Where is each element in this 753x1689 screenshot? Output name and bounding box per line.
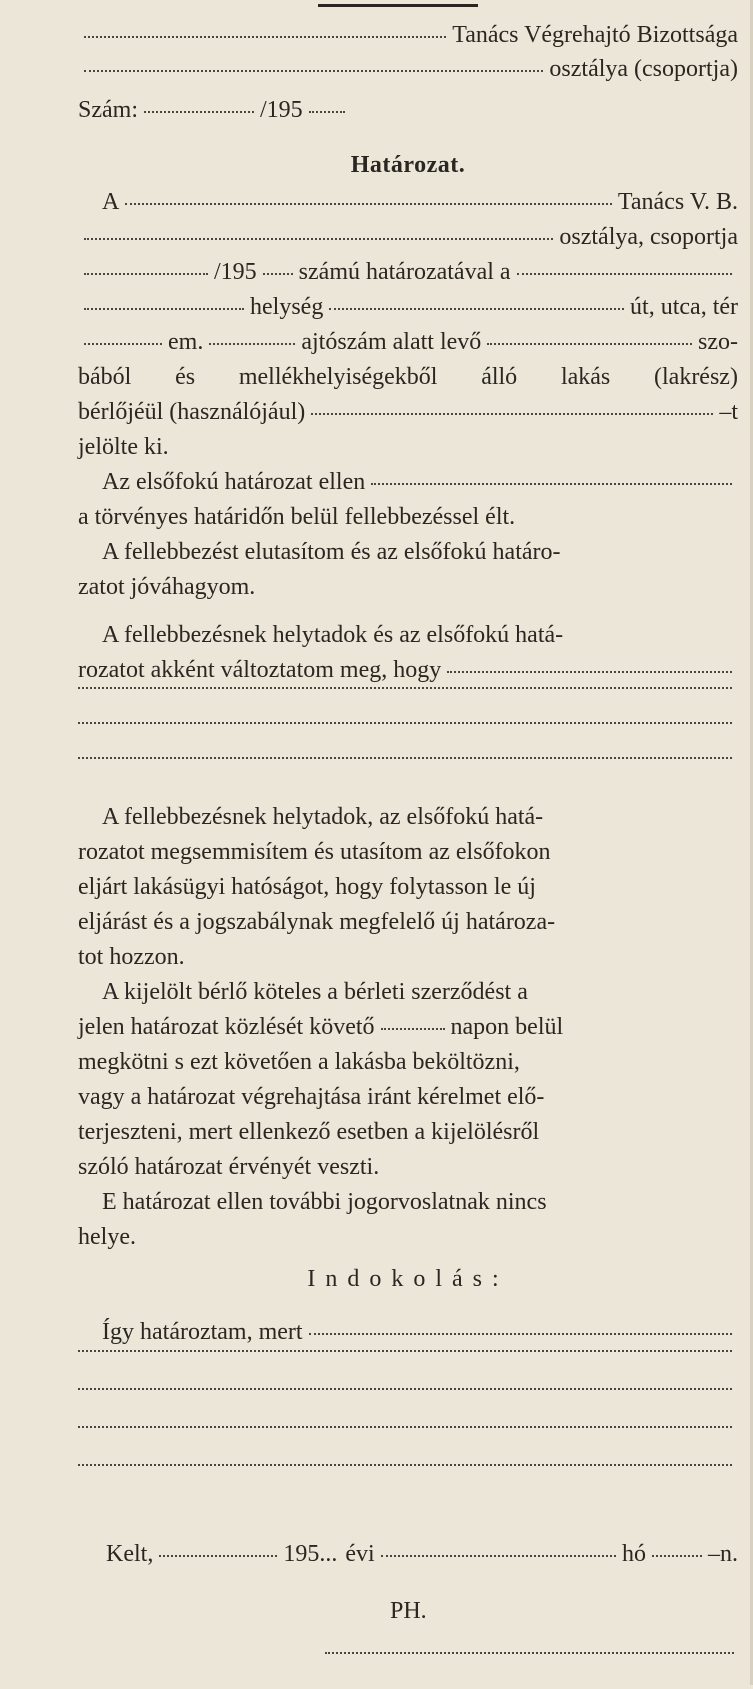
p1-line-7 (78, 395, 738, 429)
blank-council[interactable] (125, 202, 612, 205)
blank-department[interactable] (84, 237, 553, 240)
stamp-line (390, 1594, 450, 1628)
p1-szo: szo- (698, 329, 738, 355)
blank-modification[interactable] (447, 670, 732, 673)
kelt-label: Kelt, (106, 1541, 154, 1567)
blank-line[interactable] (78, 1387, 732, 1390)
p2-text: Az elsőfokú határozat ellen (102, 469, 366, 495)
blank-reference-year[interactable] (309, 110, 345, 113)
blank-room-count[interactable] (487, 342, 692, 345)
p2-text: a törvényes határidőn belül fellebbezéssel élt. (78, 504, 516, 530)
p6-line-3 (78, 1045, 738, 1079)
blank-line[interactable] (78, 756, 732, 759)
justification-blank-2 (78, 1391, 738, 1425)
p1-word: és (175, 364, 196, 390)
p5-line-1 (78, 800, 738, 834)
justification-blank-1 (78, 1353, 738, 1387)
p1-line-3 (78, 255, 738, 289)
justification-line-1 (78, 1315, 738, 1349)
date-year: 195... (283, 1541, 338, 1567)
blank-line[interactable] (78, 1463, 732, 1466)
p7-text: helye. (78, 1224, 136, 1250)
p6-text: jelen határozat közlését követő (78, 1014, 375, 1040)
justification-blank-4 (78, 1467, 738, 1501)
blank-decision-year[interactable] (263, 272, 293, 275)
p1-line-4 (78, 290, 738, 324)
p1-year: /195 (214, 259, 257, 285)
blank-decision-number[interactable] (84, 272, 208, 275)
p1-word: álló (481, 364, 518, 390)
p1-word: lakás (560, 364, 611, 390)
p4-blank-line-3 (78, 760, 738, 794)
szam-label: Szám: (78, 97, 138, 123)
blank-floor[interactable] (84, 342, 162, 345)
header-department: osztálya (csoportja) (549, 56, 738, 82)
p6-text: szóló határozat érvényét veszti. (78, 1154, 380, 1180)
p5-text: eljárt lakásügyi hatóságot, hogy folytasson le új (78, 874, 536, 900)
p1-jelolte: jelölte ki. (78, 434, 169, 460)
p1-ut: út, utca, tér (630, 294, 738, 320)
header-line-1 (78, 18, 738, 52)
blank-reason[interactable] (309, 1332, 732, 1335)
p3-text: A fellebbezést elutasítom és az elsőfokú határo- (102, 539, 561, 565)
p3-line-2 (78, 570, 738, 604)
p1-line-1 (78, 185, 738, 219)
p1-line-6 (78, 360, 738, 394)
p1-osztalya: osztálya, csoportja (559, 224, 738, 250)
p6-line-4 (78, 1080, 738, 1114)
p1-word: bából (78, 364, 132, 390)
blank-days[interactable] (381, 1027, 445, 1030)
header-executive-committee: Tanács Végrehajtó Bizottsága (452, 22, 738, 48)
p2-line-1 (78, 465, 738, 499)
p5-text: eljárást és a jogszabálynak megfelelő új határoza- (78, 909, 556, 935)
p1-tanacs: Tanács V. B. (617, 189, 738, 215)
p1-word: mellékhelyiségekből (238, 364, 438, 390)
p1-word: (lakrész) (654, 364, 738, 390)
blank-door-number[interactable] (209, 342, 295, 345)
n-suffix: –n. (708, 1541, 738, 1567)
p1-ajtoszam: ajtószám alatt levő (301, 329, 482, 355)
date-line (78, 1537, 738, 1571)
p6-text: vagy a határozat végrehajtása iránt kérelmet elő- (78, 1084, 545, 1110)
blank-reference-number[interactable] (144, 110, 254, 113)
p1-szamu: számú határozatával a (298, 259, 511, 285)
p2-line-2 (78, 500, 738, 534)
blank-line[interactable] (78, 686, 732, 689)
p1-line-8 (78, 430, 738, 464)
justification-heading-line (78, 1262, 738, 1296)
blank-tenant-name[interactable] (311, 412, 713, 415)
p6-line-1 (78, 975, 738, 1009)
p4-line-1 (78, 618, 738, 652)
p6-line-2 (78, 1010, 738, 1044)
p7-line-1 (78, 1185, 738, 1219)
p1-t-suffix: –t (719, 399, 738, 425)
blank-line[interactable] (78, 1349, 732, 1352)
szam-year: /195 (260, 97, 303, 123)
justification-heading: Indokolás: (307, 1266, 509, 1292)
blank-day[interactable] (652, 1554, 702, 1557)
top-rule (318, 4, 478, 7)
p1-line-5 (78, 325, 738, 359)
p5-line-5 (78, 940, 738, 974)
p5-text: tot hozzon. (78, 944, 185, 970)
p1-line-2 (78, 220, 738, 254)
p4-blank-line-1 (78, 690, 738, 724)
p5-text: rozatot megsemmisítem és utasítom az elsőfokon (78, 839, 551, 865)
p1-helyseg: helység (250, 294, 324, 320)
p6-text: terjeszteni, mert ellenkező esetben a kijelölésről (78, 1119, 540, 1145)
p4-blank-line-2 (78, 725, 738, 759)
blank-street[interactable] (329, 307, 624, 310)
ho-label: hó (622, 1541, 646, 1567)
p6-line-5 (78, 1115, 738, 1149)
justification-text: Így határoztam, mert (102, 1319, 303, 1345)
p6-text: napon belül (450, 1014, 564, 1040)
blank-appellant[interactable] (371, 482, 732, 485)
p1-berlojeul: bérlőjéül (használójául) (78, 399, 306, 425)
p1-em: em. (168, 329, 204, 355)
p7-line-2 (78, 1220, 738, 1254)
p6-line-6 (78, 1150, 738, 1184)
justification-blank-3 (78, 1429, 738, 1463)
blank-line[interactable] (78, 721, 732, 724)
blank-place[interactable] (159, 1554, 277, 1557)
p3-text: zatot jóváhagyom. (78, 574, 256, 600)
p4-text: rozatot akként változtatom meg, hogy (78, 657, 442, 683)
p5-line-4 (78, 905, 738, 939)
header-line-2 (78, 52, 738, 86)
blank-department-name[interactable] (84, 69, 543, 72)
p4-line-2 (78, 653, 738, 687)
p1-a: A (102, 189, 120, 215)
evi-label: évi (345, 1541, 375, 1567)
blank-line[interactable] (78, 1425, 732, 1428)
p4-text: A fellebbezésnek helytadok és az elsőfokú hatá- (102, 622, 564, 648)
blank-signature[interactable] (325, 1651, 734, 1654)
stamp-placeholder: PH. (390, 1598, 427, 1624)
blank-settlement[interactable] (84, 307, 244, 310)
signature-line (325, 1655, 740, 1689)
p5-text: A fellebbezésnek helytadok, az elsőfokú hatá- (102, 804, 544, 830)
p6-text: megkötni s ezt követően a lakásba beköltözni, (78, 1049, 520, 1075)
title-line (78, 148, 738, 182)
blank-decision-subject[interactable] (517, 272, 732, 275)
p3-line-1 (78, 535, 738, 569)
reference-number-line (78, 93, 738, 127)
p7-text: E határozat ellen további jogorvoslatnak nincs (102, 1189, 547, 1215)
blank-month[interactable] (381, 1554, 616, 1557)
p5-line-2 (78, 835, 738, 869)
document-title: Határozat. (350, 152, 466, 178)
p5-line-3 (78, 870, 738, 904)
blank-council-name[interactable] (84, 35, 446, 38)
p6-text: A kijelölt bérlő köteles a bérleti szerződést a (102, 979, 528, 1005)
